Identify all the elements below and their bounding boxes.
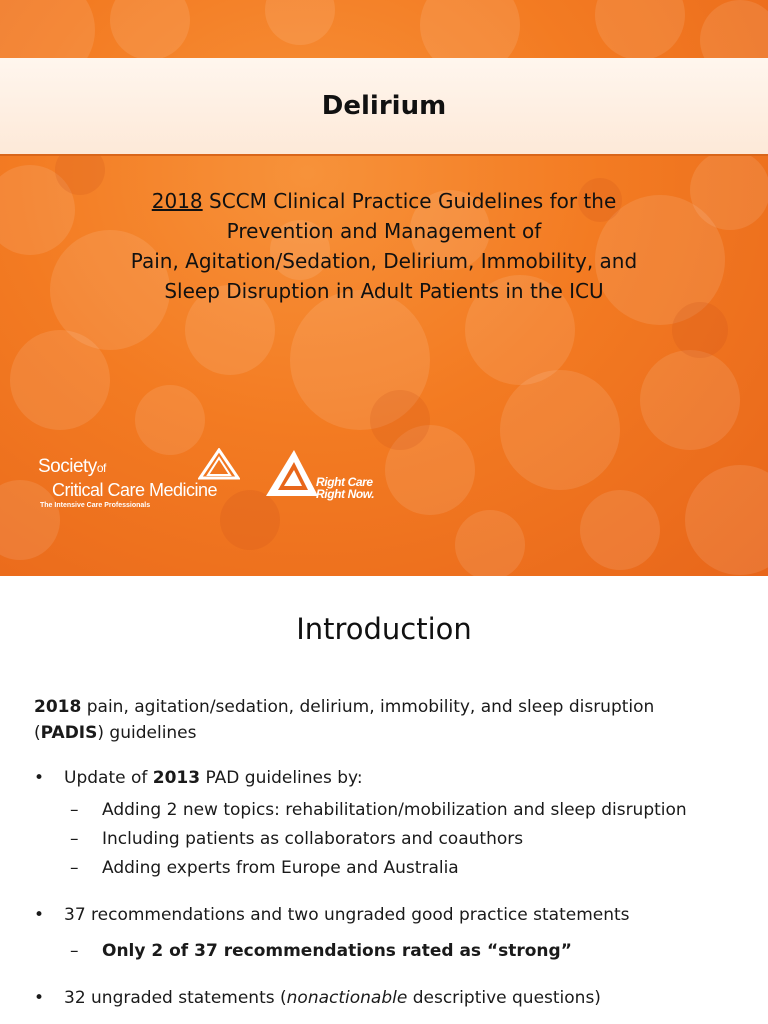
rcrn-triangle-icon <box>262 448 322 502</box>
subtitle-line4: Sleep Disruption in Adult Patients in the ICU <box>164 279 604 303</box>
sub-bullet-item <box>70 798 687 822</box>
sccm-tagline: The Intensive Care Professionals <box>40 502 151 509</box>
bullet3-italic: nonactionable <box>286 988 408 1008</box>
intro-paragraph <box>34 694 714 746</box>
intro-text1: pain, agitation/sedation, delirium, immobility, and sleep disruption <box>81 697 655 717</box>
right-care-right-now-logo <box>262 448 392 508</box>
sub-bullet-bold-text: Only 2 of 37 recommendations rated as “strong” <box>102 941 572 961</box>
sub-bullet-text: Including patients as collaborators and coauthors <box>102 829 524 849</box>
subtitle-year: 2018 <box>151 189 203 213</box>
bullet1-post: PAD guidelines by: <box>200 768 363 788</box>
subtitle-line1: SCCM Clinical Practice Guidelines for the <box>202 189 617 213</box>
sub-bullet-text: Adding 2 new topics: rehabilitation/mobilization and sleep disruption <box>102 800 687 820</box>
title-band <box>0 58 768 156</box>
bullet-item <box>34 986 601 1010</box>
dash-icon: – <box>70 829 79 849</box>
bullet-icon: • <box>34 905 45 925</box>
rcrn-line1: Right Care <box>316 475 373 489</box>
intro-year: 2018 <box>34 697 82 717</box>
bullet-item <box>34 903 630 927</box>
bullet-icon: • <box>34 988 45 1008</box>
bullet2-text: 37 recommendations and two ungraded good practice statements <box>64 905 630 925</box>
intro-paren-open: ( <box>34 723 41 743</box>
introduction-title: Introduction <box>296 612 472 646</box>
rcrn-line2: Right Now. <box>316 487 375 501</box>
slide-title: Delirium <box>321 91 447 121</box>
intro-acronym: PADIS <box>40 723 98 743</box>
sccm-society-text: Society <box>38 456 97 477</box>
subtitle-line2: Prevention and Management of <box>226 219 542 243</box>
sccm-name-text: Critical Care Medicine <box>52 480 218 500</box>
bullet1-bold: 2013 <box>152 768 201 788</box>
introduction-slide <box>0 576 768 1024</box>
bullet1-pre: Update of <box>64 768 153 788</box>
slide-subtitle <box>60 186 708 306</box>
sub-bullet-item <box>70 827 523 851</box>
subtitle-line3: Pain, Agitation/Sedation, Delirium, Immobility, and <box>130 249 638 273</box>
dash-icon: – <box>70 800 79 820</box>
bullet-item <box>34 766 363 790</box>
sub-bullet-text: Adding experts from Europe and Australia <box>102 858 459 878</box>
dash-icon: – <box>70 858 79 878</box>
bullet3-post: descriptive questions) <box>407 988 601 1008</box>
bullet3-pre: 32 ungraded statements ( <box>64 988 287 1008</box>
dash-icon: – <box>70 941 79 961</box>
sub-bullet-item <box>70 856 459 880</box>
bullet-icon: • <box>34 768 45 788</box>
sub-bullet-item <box>70 939 572 963</box>
sccm-of-text: of <box>96 461 106 475</box>
sccm-triangle-icon <box>198 448 240 480</box>
intro-text2: ) guidelines <box>97 723 197 743</box>
